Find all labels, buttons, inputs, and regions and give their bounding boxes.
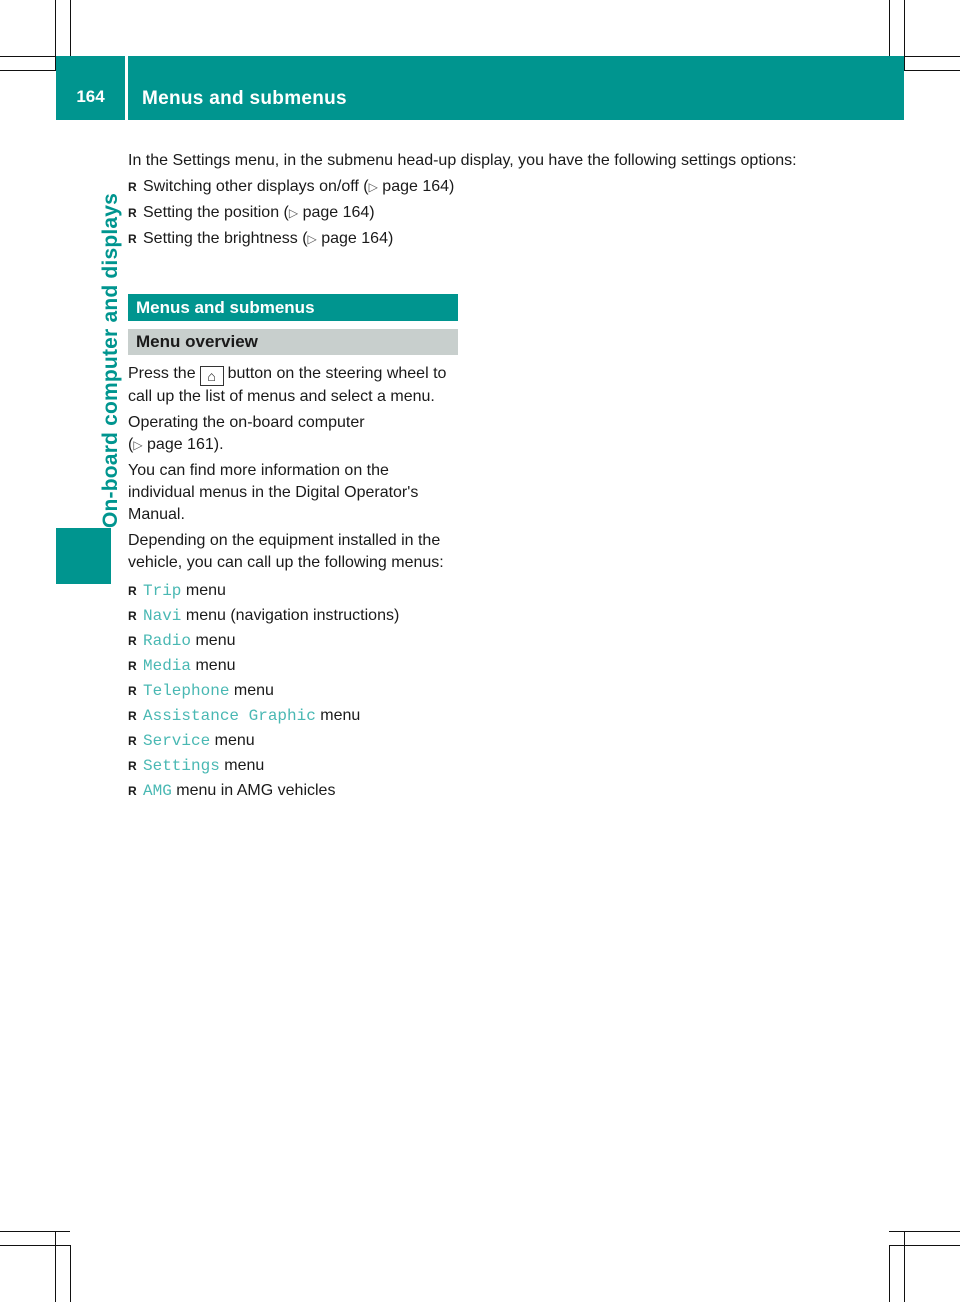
- crop-mark: [904, 1231, 905, 1302]
- subsection-heading: Menu overview: [128, 329, 458, 355]
- menu-name: AMG: [143, 782, 172, 800]
- intro-text: In the Settings menu, in the submenu head-up display, you have the following settings options:: [128, 152, 797, 169]
- page-ref-arrow-icon: ▷: [133, 438, 143, 452]
- page-ref-arrow-icon: ▷: [368, 180, 378, 194]
- menu-name: Service: [143, 732, 211, 750]
- page-number: 164: [76, 87, 105, 106]
- menu-suffix: menu in AMG vehicles: [176, 782, 336, 799]
- press-text-before: Press the: [128, 365, 196, 382]
- bullet-icon: R: [128, 709, 137, 723]
- menu-name: Radio: [143, 632, 192, 650]
- bullet-icon: R: [128, 759, 137, 773]
- menu-suffix: menu: [195, 632, 236, 649]
- bullet-icon: R: [128, 784, 137, 798]
- bullet-icon: R: [128, 734, 137, 748]
- menu-suffix: menu: [233, 682, 274, 699]
- bullet-icon: R: [128, 609, 137, 623]
- list-item-text: Setting the brightness (: [143, 230, 308, 247]
- crop-mark: [0, 1231, 70, 1232]
- menu-name: Navi: [143, 607, 182, 625]
- crop-mark: [889, 1245, 960, 1246]
- section-heading: Menus and submenus: [128, 294, 458, 321]
- bullet-icon: R: [128, 659, 137, 673]
- page-ref-link[interactable]: page 164): [302, 204, 375, 221]
- page-ref-link[interactable]: page 161).: [147, 436, 224, 453]
- menu-suffix: menu (navigation instructions): [185, 607, 400, 624]
- menu-name: Telephone: [143, 682, 230, 700]
- list-item: [128, 780, 458, 802]
- page-ref-arrow-icon: ▷: [288, 206, 299, 220]
- crop-mark: [889, 1245, 890, 1302]
- bullet-icon: R: [128, 584, 137, 598]
- list-item: [128, 580, 458, 602]
- operating-text: Operating the on-board computer: [128, 414, 365, 431]
- page-ref-link[interactable]: page 164): [321, 230, 394, 247]
- menu-suffix: menu: [185, 582, 226, 599]
- info-paragraph: You can find more information on the individual menus in the Digital Operator's Manual.: [128, 462, 419, 523]
- side-tab-block: [56, 528, 111, 584]
- intro-section: [128, 150, 828, 254]
- list-item: [128, 605, 458, 627]
- list-item: [128, 755, 458, 777]
- home-icon: ⌂: [200, 366, 224, 386]
- bullet-icon: R: [128, 206, 137, 220]
- list-item: [128, 705, 458, 727]
- crop-mark: [904, 0, 905, 70]
- bullet-icon: R: [128, 684, 137, 698]
- list-item: [128, 176, 828, 198]
- page-title: Menus and submenus: [142, 88, 347, 109]
- list-item: [128, 680, 458, 702]
- crop-mark: [889, 1231, 960, 1232]
- menu-name: Trip: [143, 582, 182, 600]
- list-item: [128, 228, 828, 250]
- side-tab-label: On-board computer and displays: [99, 192, 122, 528]
- crop-mark: [0, 1245, 70, 1246]
- menu-suffix: menu: [195, 657, 236, 674]
- menu-name: Media: [143, 657, 192, 675]
- page-ref-link[interactable]: page 164): [382, 178, 455, 195]
- press-paragraph: [128, 363, 458, 408]
- menu-name: Settings: [143, 757, 220, 775]
- list-item: [128, 655, 458, 677]
- bullet-icon: R: [128, 232, 137, 246]
- depending-paragraph: Depending on the equipment installed in the vehicle, you can call up the following menus:: [128, 532, 444, 571]
- list-item-text: Setting the position (: [143, 204, 289, 221]
- header-divider: [125, 56, 128, 120]
- page-ref-arrow-icon: ▷: [307, 232, 317, 246]
- menu-suffix: menu: [214, 732, 255, 749]
- menu-suffix: menu: [224, 757, 265, 774]
- menu-list: [128, 580, 458, 802]
- press-text-after: button on the steering wheel to call up the list of menus and select a menu.: [128, 365, 447, 405]
- menu-section: [128, 294, 458, 805]
- list-item-text: Switching other displays on/off (: [143, 178, 369, 195]
- bullet-icon: R: [128, 634, 137, 648]
- crop-mark: [55, 1231, 56, 1302]
- bullet-icon: R: [128, 180, 137, 194]
- list-item: [128, 202, 828, 224]
- menu-suffix: menu: [320, 707, 361, 724]
- operating-paragraph: Operating the on-board computer (▷ page 161).: [128, 414, 365, 453]
- crop-mark: [70, 1245, 71, 1302]
- list-item: [128, 630, 458, 652]
- menu-name: Assistance Graphic: [143, 707, 316, 725]
- list-item: [128, 730, 458, 752]
